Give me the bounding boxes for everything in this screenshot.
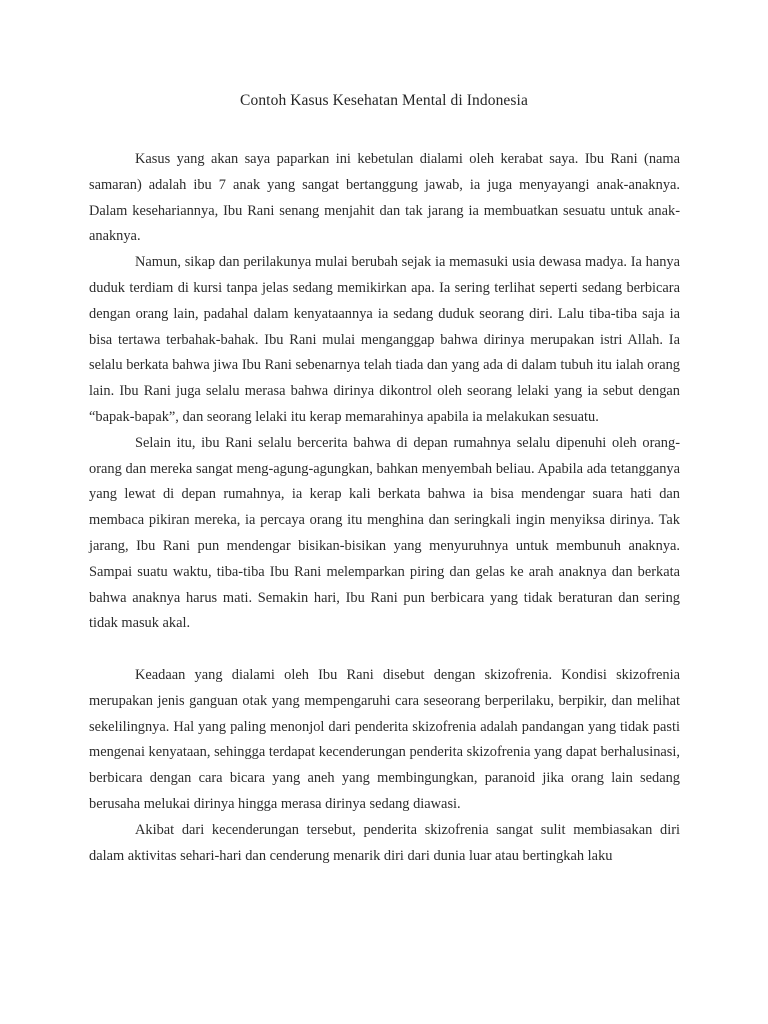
paragraph-5: Akibat dari kecenderungan tersebut, penderita skizofrenia sangat sulit membiasakan diri dalam aktivitas sehari-hari dan cenderung menarik diri dari dunia luar atau bertingkah laku (89, 821, 680, 864)
paragraph-2: Namun, sikap dan perilakunya mulai berubah sejak ia memasuki usia dewasa madya. Ia hanya duduk terdiam di kursi tanpa jelas sedang memikirkan apa. Ia sering terlihat seperti sedang berbicara dengan orang lain, padahal dalam kenyataannya ia sedang duduk seorang diri. Lalu tiba-tiba saja ia bisa tertawa terbahak-bahak. Ibu Rani mulai menganggap bahwa dirinya merupakan istri Allah. Ia selalu berkata bahwa jiwa Ibu Rani sebenarnya telah tiada dan yang ada di dalam tubuh itu ialah orang lain. Ibu Rani juga selalu merasa bahwa dirinya dikontrol oleh seorang lelaki yang ia sebut dengan “bapak-bapak”, dan seorang lelaki itu kerap memarahinya apabila ia melakukan sesuatu. (89, 254, 680, 425)
paragraph-1: Kasus yang akan saya paparkan ini kebetulan dialami oleh kerabat saya. Ibu Rani (nama samaran) adalah ibu 7 anak yang sangat bertanggung jawab, ia juga menyayangi anak-anaknya. Dalam kesehariannya, Ibu Rani senang menjahit dan tak jarang ia membuatkan sesuatu untuk anak-anaknya. (89, 151, 680, 245)
paragraph-4: Keadaan yang dialami oleh Ibu Rani disebut dengan skizofrenia. Kondisi skizofrenia merupakan jenis ganguan otak yang mempengaruhi cara seseorang berperilaku, berpikir, dan melihat sekelilingnya. Hal yang paling menonjol dari penderita skizofrenia adalah pandangan yang tidak pasti mengenai kenyataan, sehingga terdapat kecenderungan penderita skizofrenia yang dapat berhalusinasi, berbicara dengan cara bicara yang aneh yang membingungkan, paranoid jika orang lain sedang berusaha melukai dirinya hingga merasa dirinya sedang diawasi. (89, 666, 680, 812)
document-title: Contoh Kasus Kesehatan Mental di Indonesia (240, 92, 528, 109)
document-body (89, 147, 680, 869)
paragraph-3: Selain itu, ibu Rani selalu bercerita bahwa di depan rumahnya selalu dipenuhi oleh orang-orang dan mereka sangat meng-agung-agungkan, bahkan menyembah beliau. Apabila ada tetangganya yang lewat di depan rumahnya, ia kerap kali berkata bahwa ia bisa mendengar suara hati dan membaca pikiran mereka, ia percaya orang itu menghina dan seringkali ingin menyiksa dirinya. Tak jarang, Ibu Rani pun mendengar bisikan-bisikan yang menyuruhnya untuk membunuh anaknya. Sampai suatu waktu, tiba-tiba Ibu Rani melemparkan piring dan gelas ke arah anaknya dan berkata bahwa anaknya harus mati. Semakin hari, Ibu Rani pun berbicara yang tidak beraturan dan sering tidak masuk akal. (89, 434, 680, 632)
